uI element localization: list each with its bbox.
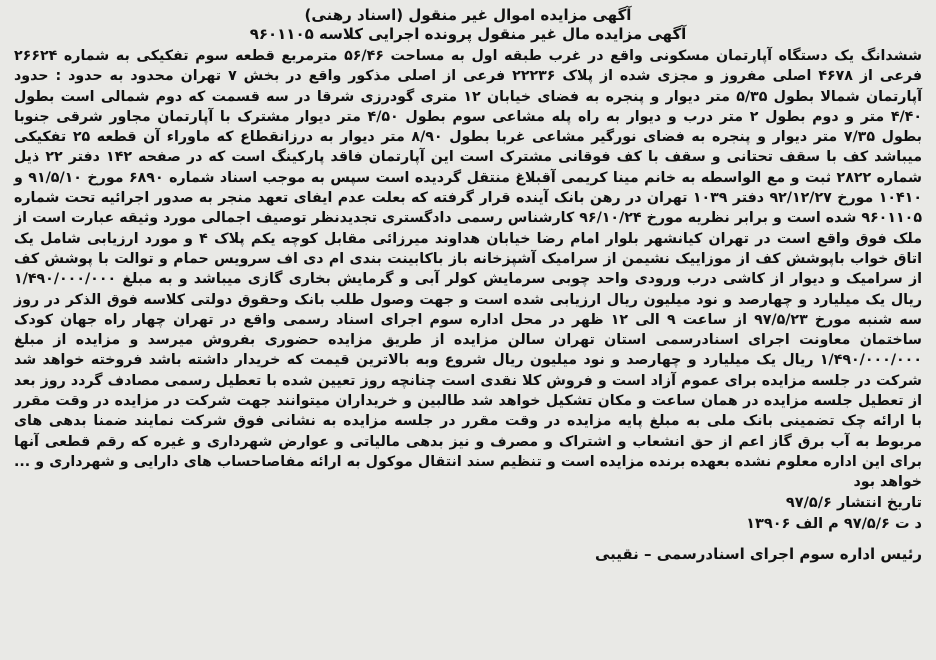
notice-subtitle: آگهی مزایده مال غیر منقول پرونده اجرایی کلاسه ۹۶۰۱۱۰۵ xyxy=(249,25,687,43)
reference-line xyxy=(14,514,922,535)
notice-body: ششدانگ یک دستگاه آپارتمان مسکونی واقع در غرب طبقه اول به مساحت ۵۶/۴۶ مترمربع قطعه سوم تفکیکی به شماره ۲۶۶۲۴ فرعی از ۴۶۷۸ اصلی مفروز و مجزی شده از پلاک ۲۲۲۳۶ فرعی از اصلی مذکور واقع در بخش ۷ تهران محدود به حدود : حدود آپارتمان شمالا بطول ۵/۳۵ متر دیوار و پنجره به فضای خیابان ۱۲ متری گودرزی شرقا در سه قسمت که دوم شمالی است بطول ۴/۴۰ متر و دوم بطول ۲ متر درب و دیوار به راه پله مشاعی سوم بطول ۴/۵۰ متر دیوار مشترک با آپارتمان مجاور شرقی جنوبا بطول ۷/۳۵ متر دیوار و پنجره به فضای نورگیر مشاعی غربا بطول ۸/۹۰ متر دیوار به درزانقطاع که ماوراء آن قطعه ۲۵ تفکیکی میباشد کف با سقف تحتانی و سقف با کف فوقانی مشترک است این آپارتمان فاقد پارکینگ است که در صفحه ۱۴۲ دفتر ۲۲ ذیل شماره ۲۸۲۲ ثبت و مع الواسطه به خانم مینا کریمی آقبلاغ منتقل گردیده است سپس به موجب اسناد شماره ۶۸۹۰ مورخ ۹۱/۵/۱۰ و ۱۰۴۱۰ مورخ ۹۲/۱۲/۲۷ دفتر ۱۰۳۹ تهران در رهن بانک آینده قرار گرفته که بعلت عدم ایفای تعهد منجر به صدور اجرائیه تحت شماره ۹۶۰۱۱۰۵ شده است و برابر نظریه مورخ ۹۶/۱۰/۲۴ کارشناس رسمی دادگستری تجدیدنظر توصیف اجمالی مورد وثیقه عبارت است از ملک فوق واقع است در تهران کیانشهر بلوار امام رضا خیابان هداوند میرزائی مقابل کوچه یکم پلاک ۴ و مورد ارزیابی شامل یک اتاق خواب باپوشش کف از موزاییک نشیمن از سرامیک آشپزخانه باز باکابینت بندی ام دی اف سرویس حمام و توالت با پوشش کف از سرامیک و دیوار از کاشی درب ورودی واحد چوبی سرمایش کولر آبی و گرمایش بخاری گازی میباشد و به مبلغ ۱/۴۹۰/۰۰۰/۰۰۰ ریال یک میلیارد و چهارصد و نود میلیون ریال ارزیابی شده است و جهت وصول طلب بانک وحقوق دولتی کلاسه فوق الذکر در روز سه شنبه مورخ ۹۷/۵/۲۳ از ساعت ۹ الی ۱۲ ظهر در محل اداره سوم اجرای اسناد رسمی واقع در تهران چهار راه جهان کودک ساختمان معاونت اجرای اسنادرسمی استان تهران سالن مزایده از طریق مزایده حضوری بفروش میرسد و مزایده از مبلغ ۱/۴۹۰/۰۰۰/۰۰۰ ریال یک میلیارد و چهارصد و نود میلیون ریال شروع وبه بالاترین قیمت که خریدار داشته باشد فروخته خواهد شد شرکت در جلسه مزایده برای عموم آزاد است و فروش کلا نقدی است چنانچه روز تعیین شده با تعطیل رسمی مصادف گردد روز بعد از تعطیل جلسه مزایده در همان ساعت و مکان تشکیل خواهد شد طالبین و خریداران میتوانند جهت شرکت در مزایده در وقت مقرر با ارائه چک تضمینی بانک ملی به مبلغ پایه مزایده در وقت مقرر در جلسه مزایده به نشانی فوق شرکت نمایند ضمنا بدهی های مربوط به آب برق گاز اعم از حق انشعاب و اشتراک و مصرف و نیز بدهی مالیاتی و عوارض شهرداری و غیره که رقم قطعی آنها برای این اداره معلوم نشده بعهده برنده مزایده است و تنظیم سند انتقال موکول به ارائه مفاصاحساب های دارایی و شهرداری و ... خواهد بود xyxy=(14,48,923,491)
publish-date: تاریخ انتشار ۹۷/۵/۶ xyxy=(785,494,922,511)
reference-number: م الف ۱۳۹۰۶ xyxy=(746,515,839,532)
signature: رئیس اداره سوم اجرای اسنادرسمی – نقیبی xyxy=(594,544,922,563)
dt-date: د ت ۹۷/۵/۶ xyxy=(843,515,922,532)
notice-title: آگهی مزایده اموال غیر منقول (اسناد رهنی) xyxy=(304,6,632,24)
